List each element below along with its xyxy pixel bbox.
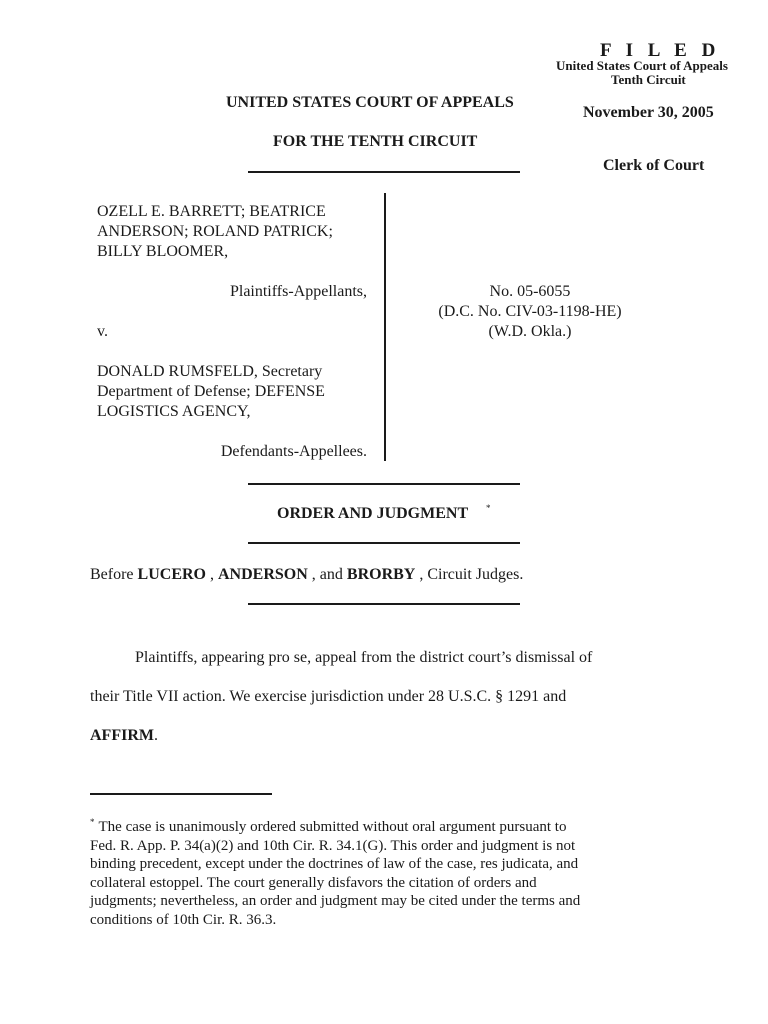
judge-name: ANDERSON	[217, 566, 308, 583]
defendants-line: LOGISTICS AGENCY,	[97, 403, 251, 420]
case-number: No. 05-6055	[489, 283, 571, 300]
footnote-marker: *	[90, 817, 95, 827]
dc-number: (D.C. No. CIV-03-1198-HE)	[438, 303, 622, 320]
affirm-period: .	[153, 727, 158, 744]
defendants-role: Defendants-Appellees.	[220, 443, 367, 460]
versus: v.	[97, 323, 108, 340]
footnote-line: judgments; nevertheless, an order and judgment may be cited under the terms and	[90, 893, 581, 909]
judge-name: LUCERO	[137, 566, 206, 583]
judge-name: BRORBY	[346, 566, 416, 583]
plaintiffs-role: Plaintiffs-Appellants,	[229, 283, 367, 300]
footnote-line	[90, 813, 710, 837]
separator: , and	[307, 566, 347, 583]
plaintiffs-line: OZELL E. BARRETT; BEATRICE	[97, 203, 326, 220]
plaintiffs-line: BILLY BLOOMER,	[97, 243, 229, 260]
order-rule-bottom	[248, 542, 520, 544]
filed-stamp-court: United States Court of Appeals	[556, 58, 728, 73]
filed-date: November 30, 2005	[583, 104, 714, 121]
plaintiffs-line: ANDERSON; ROLAND PATRICK;	[97, 223, 333, 240]
district: (W.D. Okla.)	[488, 323, 572, 340]
footnote	[90, 813, 710, 929]
affirm-line	[90, 726, 690, 746]
separator: ,	[205, 566, 218, 583]
case-caption-parties	[97, 202, 377, 462]
caption-divider	[384, 193, 386, 461]
footnote-line: Fed. R. App. P. 34(a)(2) and 10th Cir. R. 34.1(G). This order and judgment is not	[90, 837, 576, 854]
clerk-of-court: Clerk of Court	[603, 157, 705, 174]
footnote-text: The case is unanimously ordered submitted without oral argument pursuant to	[98, 819, 567, 835]
affirm-word: AFFIRM	[90, 727, 154, 744]
order-title: ORDER AND JUDGMENT	[277, 505, 469, 522]
before-suffix: , Circuit Judges.	[415, 566, 524, 583]
footnote-rule	[90, 793, 272, 795]
footnote-line: collateral estoppel. The court generally disfavors the citation of orders and	[90, 874, 537, 891]
footnote-line: binding precedent, except under the doctrines of law of the case, res judicata, and	[90, 856, 579, 872]
court-title: UNITED STATES COURT OF APPEALS	[226, 94, 514, 111]
circuit-title: FOR THE TENTH CIRCUIT	[273, 133, 478, 150]
filed-stamp-circuit: Tenth Circuit	[611, 72, 686, 87]
case-numbers	[410, 282, 650, 342]
filed-stamp-title: F I L E D	[600, 40, 721, 61]
body-line: their Title VII action. We exercise jurisdiction under 28 U.S.C. § 1291 and	[90, 688, 567, 705]
judges-rule	[248, 603, 520, 605]
before-prefix: Before	[90, 566, 138, 583]
body-line: Plaintiffs, appearing pro se, appeal from the district court’s dismissal of	[135, 649, 593, 666]
footnote-line: conditions of 10th Cir. R. 36.3.	[90, 911, 277, 928]
defendants-line: DONALD RUMSFELD, Secretary	[97, 363, 323, 380]
panel-judges	[90, 566, 523, 584]
order-rule-top	[248, 483, 520, 485]
header-rule	[248, 171, 520, 173]
footnote-marker: *	[486, 503, 491, 513]
defendants-line: Department of Defense; DEFENSE	[97, 383, 325, 400]
opinion-body	[90, 648, 690, 746]
